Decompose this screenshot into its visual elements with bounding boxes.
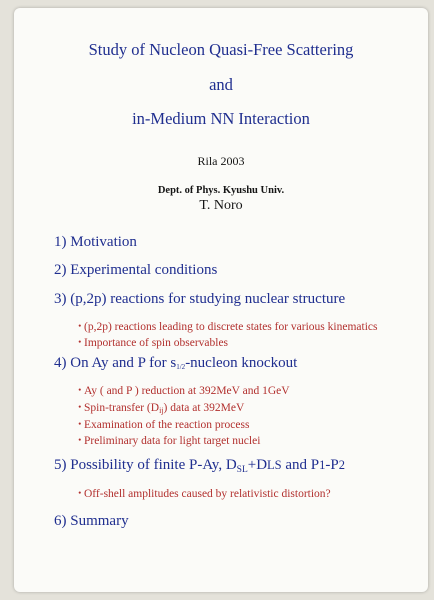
title-line-2: and [209,75,233,94]
bullet-item [74,318,377,334]
bullet-item [74,382,290,398]
bullet-glyph: ・ [74,435,86,447]
bullet-item [74,399,244,415]
section-p2p-reactions: 3) (p,2p) reactions for studying nuclear structure [54,291,346,307]
bullet-glyph: ・ [74,321,86,333]
section-text: 5) Possibility of finite P-Ay, D [54,457,237,473]
bullet-text: Spin-transfer (D [84,402,160,414]
section-motivation: 1) Motivation [54,234,137,250]
bullet-item [74,485,331,501]
bullet-text: Ay ( and P ) reduction at 392MeV and 1GeV [84,385,290,397]
bullet-glyph: ・ [74,488,86,500]
section-text: -P [325,457,339,473]
slide-page [14,8,428,592]
subscript: 1 [319,458,326,472]
subscript: 1/2 [176,363,186,371]
bullet-glyph: ・ [74,402,86,414]
title-line-1: Study of Nucleon Quasi-Free Scattering [88,40,354,59]
bullet-item [74,416,249,432]
bullet-text: Off-shell amplitudes caused by relativistic distortion? [84,488,331,500]
section-ay-p-knockout [54,355,297,372]
bullet-text: Examination of the reaction process [84,419,250,431]
subscript: SL [236,465,248,475]
subscript: 2 [338,458,345,472]
bullet-item [74,334,228,350]
section-text: 4) On Ay and P for s [54,355,177,371]
bullet-text: Importance of spin observables [84,337,229,349]
bullet-item [74,432,260,448]
section-text: -nucleon knockout [185,355,298,371]
bullet-glyph: ・ [74,385,86,397]
section-text: and P [281,457,320,473]
section-text: +D [247,457,268,473]
section-experimental-conditions: 2) Experimental conditions [54,262,218,278]
bullet-text: (p,2p) reactions leading to discrete states for various kinematics [84,321,378,333]
title-line-3: in-Medium NN Interaction [132,109,310,128]
bullet-glyph: ・ [74,337,86,349]
bullet-text: ) data at 392MeV [163,402,245,414]
subscript: ij [159,406,164,415]
event-name: Rila 2003 [197,154,245,168]
author-name: T. Noro [199,198,243,213]
bullet-glyph: ・ [74,419,86,431]
section-finite-p-ay [54,457,345,474]
affiliation: Dept. of Phys. Kyushu Univ. [157,185,285,196]
section-summary: 6) Summary [54,513,129,529]
subscript: LS [267,458,282,472]
bullet-text: Preliminary data for light target nuclei [84,435,261,447]
